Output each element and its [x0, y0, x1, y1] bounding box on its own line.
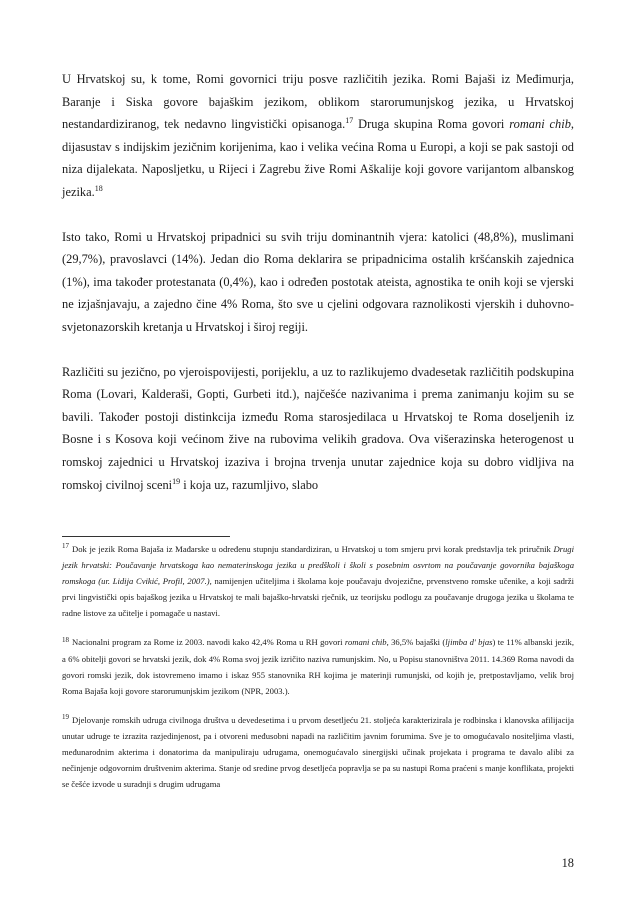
footnote-18-term-romani-chib: romani chib [344, 637, 387, 648]
footnote-18-text-b: , 36,5% bajaški ( [386, 637, 446, 648]
footnote-18-text-a: Nacionalni program za Rome iz 2003. navodi kako 42,4% Roma u RH govori [72, 637, 345, 648]
paragraph-heterogeneity-text-b: i koja uz, razumljivo, slabo [180, 477, 319, 492]
term-romani-chib: romani chib [509, 117, 571, 132]
footnote-19 [62, 712, 574, 792]
footnotes [62, 541, 574, 792]
paragraph-languages-text-b: Druga skupina Roma govori [353, 117, 510, 132]
footnote-17-book-title: Drugi jezik hrvatski: Poučavanje hrvatskoga kao nematerinskoga jezika u predškoli i školi s posebnim osvrtom na poučavanje govornika bajaškoga romskoga (ur. Lidija Cvikić, Profil, 2007.) [62, 544, 574, 587]
footnote-separator [62, 536, 230, 537]
paragraph-languages-text-a: U Hrvatskoj su, k tome, Romi govornici triju posve različitih jezika. Romi Bajaši iz Međimurja, Baranje i Siska govore bajaškim jezikom, oblikom starorumunjskog jezika, u Hrvatskoj nestandardiziranog, tek nedavno lingvistički opisanoga. [62, 72, 574, 132]
paragraph-religion: Isto tako, Romi u Hrvatskoj pripadnici su svih triju dominantnih vjera: katolici (48,8%), muslimani (29,7%), pravoslavci (14%). Jedan dio Roma deklarira se pripadnicima ostalih kršćanskih zajednica (1%), ima također protestanata (0,4%), kao i određen postotak ateista, agnostika te onih koji se vjerski ne izjašnjavaju, a zajedno čine 4% Roma, što sve u cjelini odgovara raznolikosti vjerskih i duhovno-svjetonazorskih kretanja u Hrvatskoj i široj regiji. [62, 229, 574, 334]
footnote-18-term-ljimba: ljimba d' bjas [445, 637, 493, 648]
paragraph-heterogeneity-text-a: Različiti su jezično, po vjeroispovijesti, porijeklu, a uz to razlikujemo dvadesetak različitih podskupina Roma (Lovari, Kalderaši, Gopti, Gurbeti itd.), najčešće nazivanima i prema zanimanju kojim su se bavili. Također postoji distinkcija između Roma starosjedilaca u Hrvatskoj te Roma doseljenih iz Bosne i s Kosova koji većinom žive na rubovima velikih gradova. Ova višerazinska heterogenost u romskoj zajednici u Hrvatskoj izaziva i brojna trvenja unutar zajednice koja su dobro vidljiva na romskoj civilnoj sceni [62, 364, 574, 492]
footnote-17-text-b: , namijenjen učiteljima i školama koje poučavaju dvojezične, prvenstveno romske učenike, a koji sadrži prvi lingvistički opis bajaškog jezika u Hrvatskoj te mali bajaško-hrvatski rječnik, uz teorijsku podlogu za poučavanje drugoga jezika u školama te radne listove za učitelje i pomagače u nastavi. [62, 576, 574, 619]
paragraph-heterogeneity [62, 361, 574, 497]
footnote-17-text-a: Dok je jezik Roma Bajaša iz Mađarske u određenu stupnju standardiziran, u Hrvatskoj u tom smjeru prvi korak predstavlja tek priručnik [72, 544, 554, 554]
main-text [62, 68, 574, 496]
footnote-19-text: Djelovanje romskih udruga civilnoga društva u devedesetima i u prvom desetljeću 21. stoljeća karakterizirala je rodbinska i klanovska afilijacija unutar udruge te izrazita razjedinjenost, pa i otvoreni međusobni napadi na različitim javnim forumima. Sve je to omogućavalo nositeljima vlasti, međunarodnim akterima i donatorima da manipuliraju udrugama, onemogućavalo sinergijski učinak projekata i programa te davalo alibi za nečinjenje odgovornim društvenim akterima. Stanje od sredine prvog desetljeća popravlja se pa su nastupi Roma praćeni s manje konflikata, projekti se češće izvode u suradnji s drugim udrugama [62, 714, 574, 790]
footnote-mark-19: 19 [62, 712, 69, 721]
page-number: 18 [561, 856, 574, 870]
footnote-mark-18: 18 [62, 635, 69, 644]
footnote-ref-17[interactable]: 17 [345, 116, 354, 126]
footnote-18-text-c: ) te 11% albanski jezik, a 6% obitelji govori se hrvatski jezik, dok 4% Roma svoj jezik izričito naziva rumunjskim. No, u Popisu stanovništva 2011. 14.369 Roma navodi da govori romski jezik, dok istovremeno imamo i iskaz 955 stanovnika RH kojima je materinji rumunjski, od kojih je, pretpostavljamo, velik broj Roma Bajaša koji govore starorumunjskim jezikom (NPR, 2003.). [62, 637, 574, 696]
footnote-17 [62, 541, 574, 621]
footnote-mark-17: 17 [62, 542, 69, 551]
footnote-18 [62, 634, 574, 698]
paragraph-languages [62, 68, 574, 204]
footnote-ref-18[interactable]: 18 [94, 183, 103, 193]
paragraph-languages-text-c: , dijasustav s indijskim jezičnim korijenima, kao i velika većina Roma u Europi, a koji se pak sastoji od niza dijalekata. Naposljetku, u Rijeci i Zagrebu žive Romi Aškalije koji govore varijantom albanskog jezika. [62, 117, 574, 199]
footnote-ref-19[interactable]: 19 [172, 476, 181, 486]
